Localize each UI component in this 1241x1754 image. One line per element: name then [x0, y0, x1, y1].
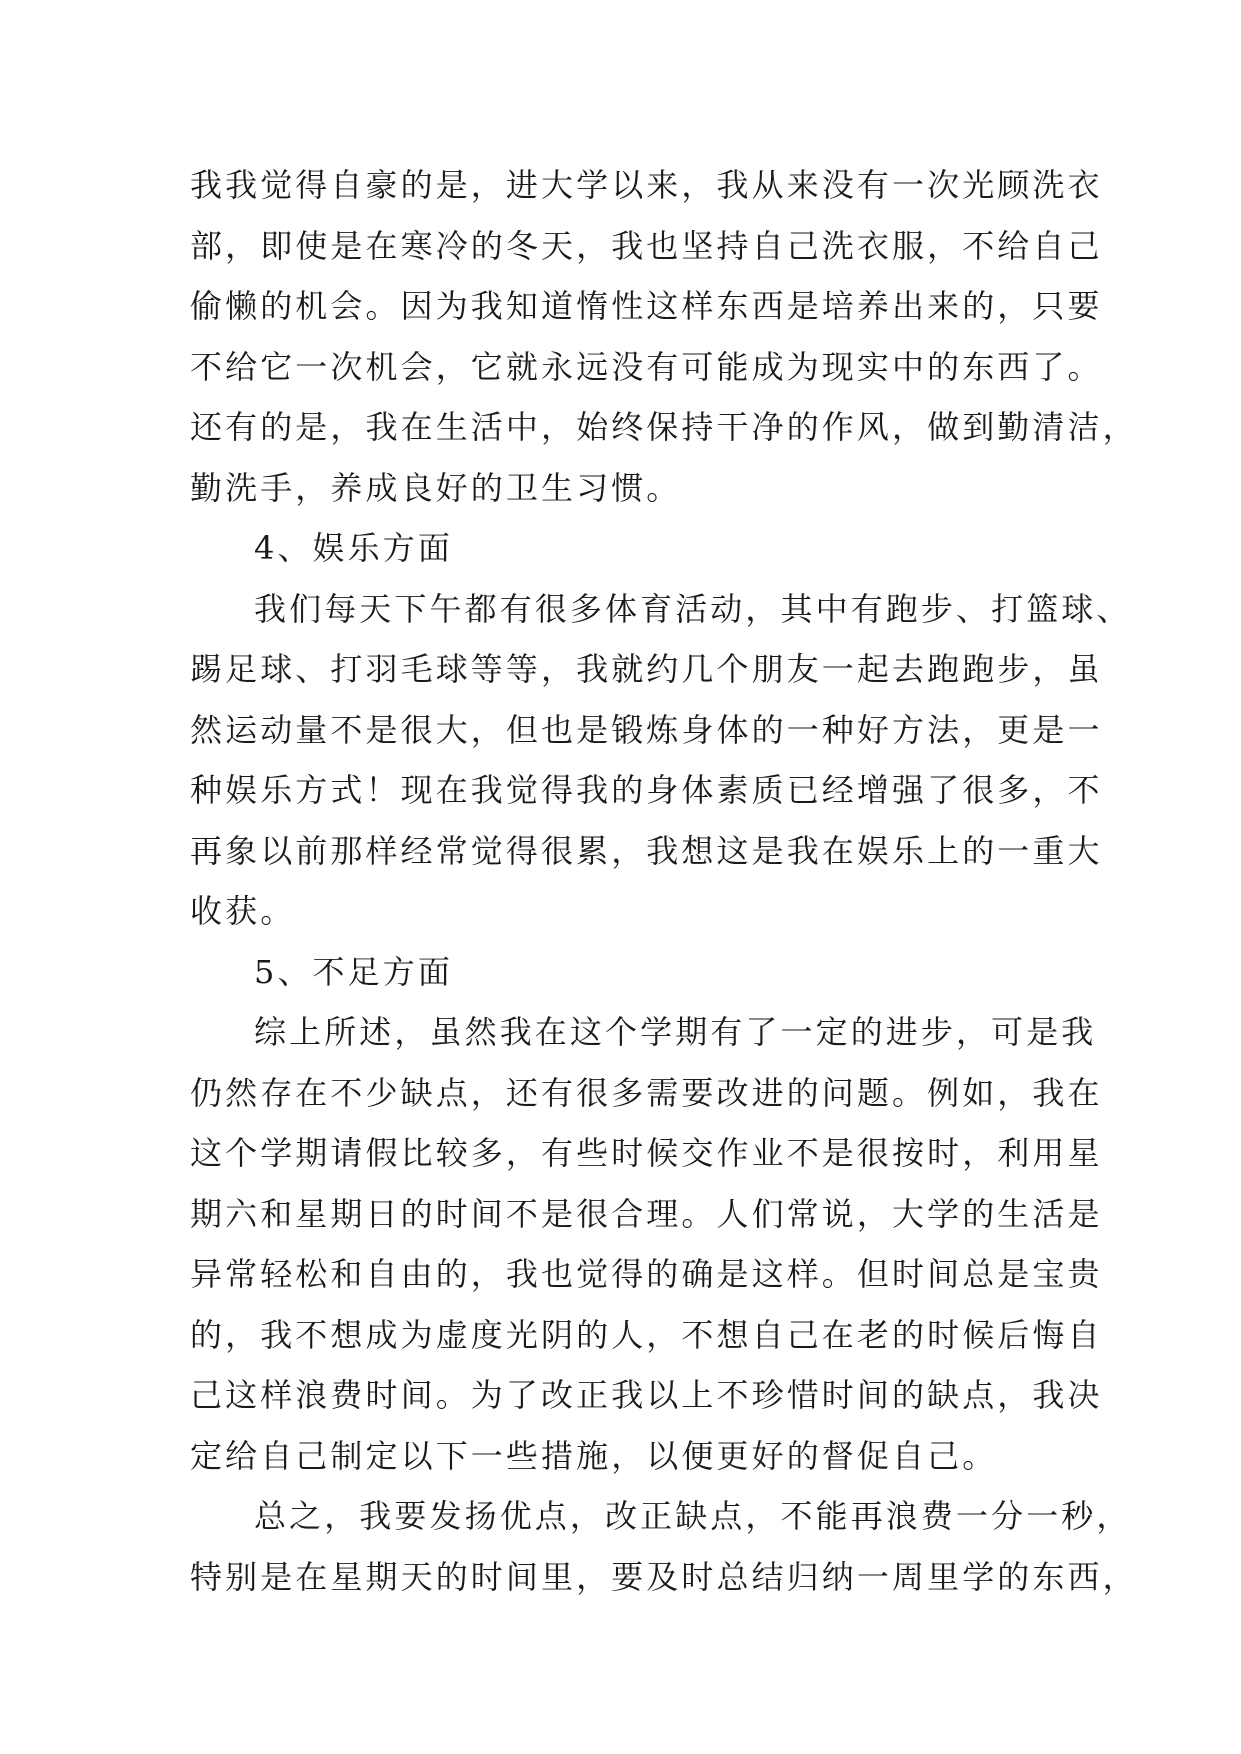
text-line: 我我觉得自豪的是，进大学以来，我从来没有一次光顾洗衣 [190, 166, 1103, 204]
text-line: 期六和星期日的时间不是很合理。人们常说，大学的生活是 [190, 1194, 1103, 1233]
text-line: 异常轻松和自由的，我也觉得的确是这样。但时间总是宝贵 [190, 1255, 1103, 1293]
text-line: 然运动量不是很大，但也是锻炼身体的一种好方法，更是一 [190, 710, 1103, 749]
text-line: 不给它一次机会，它就永远没有可能成为现实中的东西了。 [190, 347, 1103, 386]
text-line: 部，即使是在寒冷的冬天，我也坚持自己洗衣服，不给自己 [190, 226, 1103, 265]
text-line: 仍然存在不少缺点，还有很多需要改进的问题。例如，我在 [190, 1073, 1103, 1112]
text-line: 5、不足方面 [254, 952, 453, 991]
text-line: 还有的是，我在生活中，始终保持干净的作风，做到勤清洁， [190, 408, 1138, 446]
text-line: 特别是在星期天的时间里，要及时总结归纳一周里学的东西， [190, 1557, 1138, 1596]
text-line: 再象以前那样经常觉得很累，我想这是我在娱乐上的一重大 [190, 831, 1103, 870]
text-line: 总之，我要发扬优点，改正缺点，不能再浪费一分一秒， [254, 1497, 1132, 1535]
document-body [190, 155, 1138, 1607]
text-line: 踢足球、打羽毛球等等，我就约几个朋友一起去跑跑步，虽 [190, 650, 1103, 688]
text-line: 综上所述，虽然我在这个学期有了一定的进步，可是我 [254, 1013, 1097, 1051]
text-line: 的，我不想成为虚度光阴的人，不想自己在老的时候后悔自 [190, 1315, 1103, 1354]
text-line: 4、娱乐方面 [254, 529, 453, 567]
text-line: 收获。 [190, 892, 296, 930]
text-line: 偷懒的机会。因为我知道惰性这样东西是培养出来的，只要 [190, 287, 1103, 325]
text-line: 勤洗手，养成良好的卫生习惯。 [190, 468, 682, 507]
text-line: 己这样浪费时间。为了改正我以上不珍惜时间的缺点，我决 [190, 1376, 1103, 1414]
text-line: 这个学期请假比较多，有些时候交作业不是很按时，利用星 [190, 1134, 1103, 1172]
text-line: 定给自己制定以下一些措施，以便更好的督促自己。 [190, 1436, 998, 1475]
text-line: 我们每天下午都有很多体育活动，其中有跑步、打篮球、 [254, 589, 1132, 628]
text-line: 种娱乐方式！现在我觉得我的身体素质已经增强了很多，不 [190, 771, 1103, 809]
